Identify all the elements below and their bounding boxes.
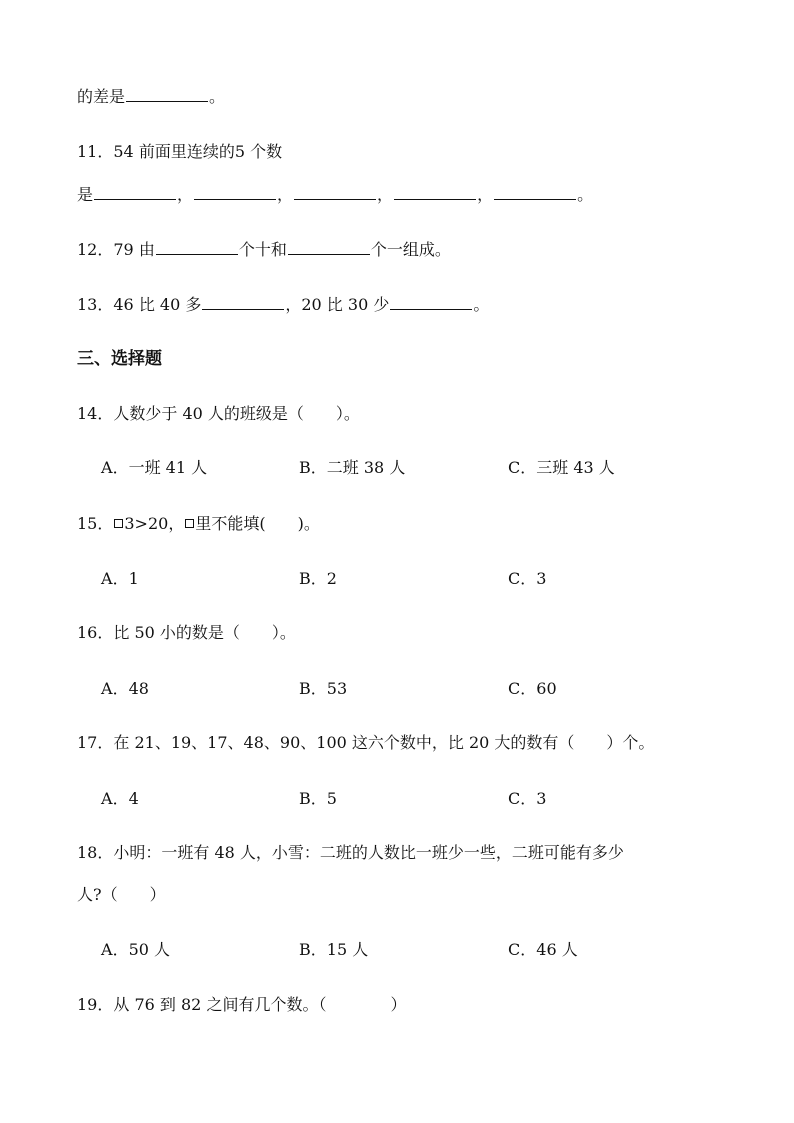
question-16: 16．比 50 小的数是（ ）。: [77, 623, 296, 642]
option-c[interactable]: C．46 人: [508, 940, 578, 959]
option-b[interactable]: B．2: [299, 569, 337, 588]
answer-blank[interactable]: [494, 185, 576, 200]
option-b[interactable]: B．5: [299, 789, 337, 808]
q10-tail: 的差是 。: [77, 87, 226, 106]
question-18-cont: 人?（ ）: [77, 885, 166, 904]
question-14: 14．人数少于 40 人的班级是（ ）。: [77, 404, 360, 423]
square-placeholder-icon: [114, 519, 123, 528]
answer-blank[interactable]: [202, 295, 284, 310]
section-heading: 三、选择题: [77, 349, 162, 369]
question-12: 12．79 由 个十和 个一组成。: [77, 240, 451, 259]
answer-blank[interactable]: [94, 185, 176, 200]
answer-blank[interactable]: [288, 240, 370, 255]
question-11: 11．54 前面里连续的5 个数: [77, 142, 283, 161]
answer-blank[interactable]: [394, 185, 476, 200]
option-c[interactable]: C．三班 43 人: [508, 458, 615, 477]
option-b[interactable]: B．15 人: [299, 940, 369, 959]
option-a[interactable]: A．50 人: [101, 940, 171, 959]
question-18: 18．小明：一班有 48 人，小雪：二班的人数比一班少一些，二班可能有多少: [77, 843, 624, 862]
option-b[interactable]: B．二班 38 人: [299, 458, 406, 477]
question-15: 15． 3>20， 里不能填( )。: [77, 514, 320, 533]
option-a[interactable]: A．一班 41 人: [101, 458, 208, 477]
option-c[interactable]: C．3: [508, 569, 547, 588]
question-11-blanks: 是 ， ， ， ， 。: [77, 185, 594, 204]
question-13: 13．46 比 40 多 ，20 比 30 少 。: [77, 295, 490, 314]
answer-blank[interactable]: [294, 185, 376, 200]
option-b[interactable]: B．53: [299, 679, 348, 698]
option-c[interactable]: C．60: [508, 679, 557, 698]
option-a[interactable]: A．1: [101, 569, 139, 588]
answer-blank[interactable]: [156, 240, 238, 255]
option-c[interactable]: C．3: [508, 789, 547, 808]
answer-blank[interactable]: [126, 87, 208, 102]
question-17: 17．在 21、19、17、48、90、100 这六个数中，比 20 大的数有（ ）个。: [77, 733, 655, 752]
square-placeholder-icon: [185, 519, 194, 528]
question-19: 19．从 76 到 82 之间有几个数。（ ）: [77, 995, 407, 1014]
answer-blank[interactable]: [390, 295, 472, 310]
option-a[interactable]: A．48: [101, 679, 149, 698]
answer-blank[interactable]: [194, 185, 276, 200]
option-a[interactable]: A．4: [101, 789, 139, 808]
